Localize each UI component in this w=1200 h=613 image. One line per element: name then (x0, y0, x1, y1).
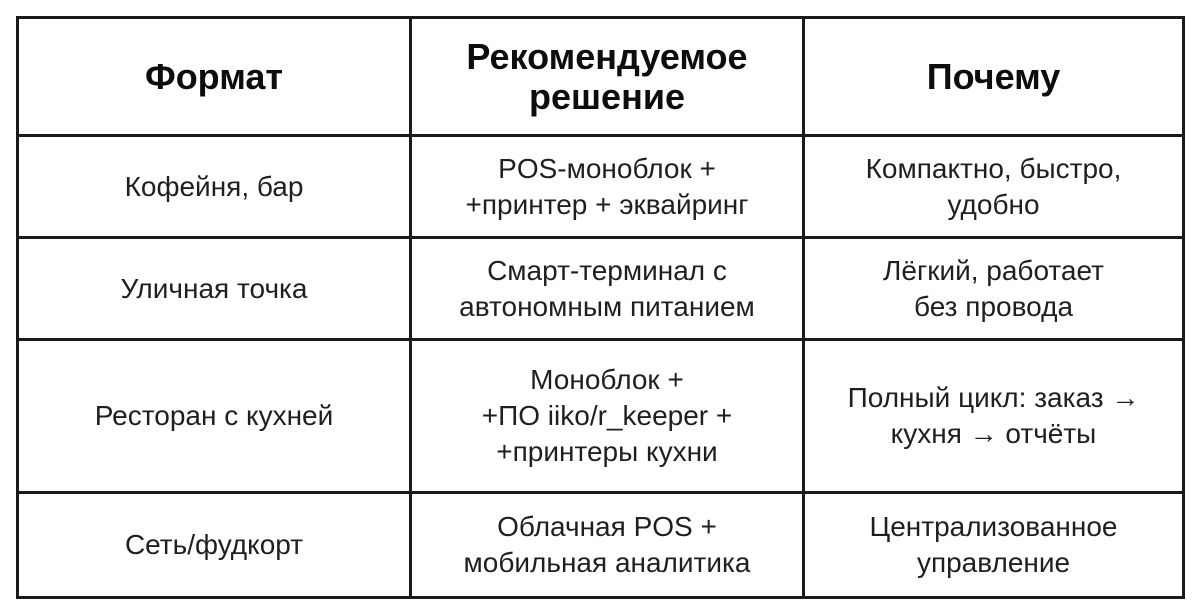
table-header-row (18, 18, 1184, 136)
cell-why: Лёгкий, работает без провода (804, 238, 1184, 340)
cell-format: Кофейня, бар (18, 136, 411, 238)
cell-why: Централизованное управление (804, 493, 1184, 598)
cell-format: Сеть/фудкорт (18, 493, 411, 598)
cell-format: Уличная точка (18, 238, 411, 340)
table-row (18, 493, 1184, 598)
cell-solution: POS-моноблок + +принтер + эквайринг (411, 136, 804, 238)
header-why: Почему (804, 18, 1184, 136)
table-row (18, 136, 1184, 238)
header-solution: Рекомендуемое решение (411, 18, 804, 136)
cell-why: Полный цикл: заказ → кухня → отчёты (804, 340, 1184, 493)
cell-solution: Моноблок + +ПО iiko/r_keeper + +принтеры кухни (411, 340, 804, 493)
cell-why: Компактно, быстро, удобно (804, 136, 1184, 238)
cell-solution: Смарт-терминал с автономным питанием (411, 238, 804, 340)
cell-solution: Облачная POS + мобильная аналитика (411, 493, 804, 598)
header-format: Формат (18, 18, 411, 136)
comparison-table (16, 16, 1185, 599)
table-row (18, 238, 1184, 340)
cell-format: Ресторан с кухней (18, 340, 411, 493)
table-row (18, 340, 1184, 493)
